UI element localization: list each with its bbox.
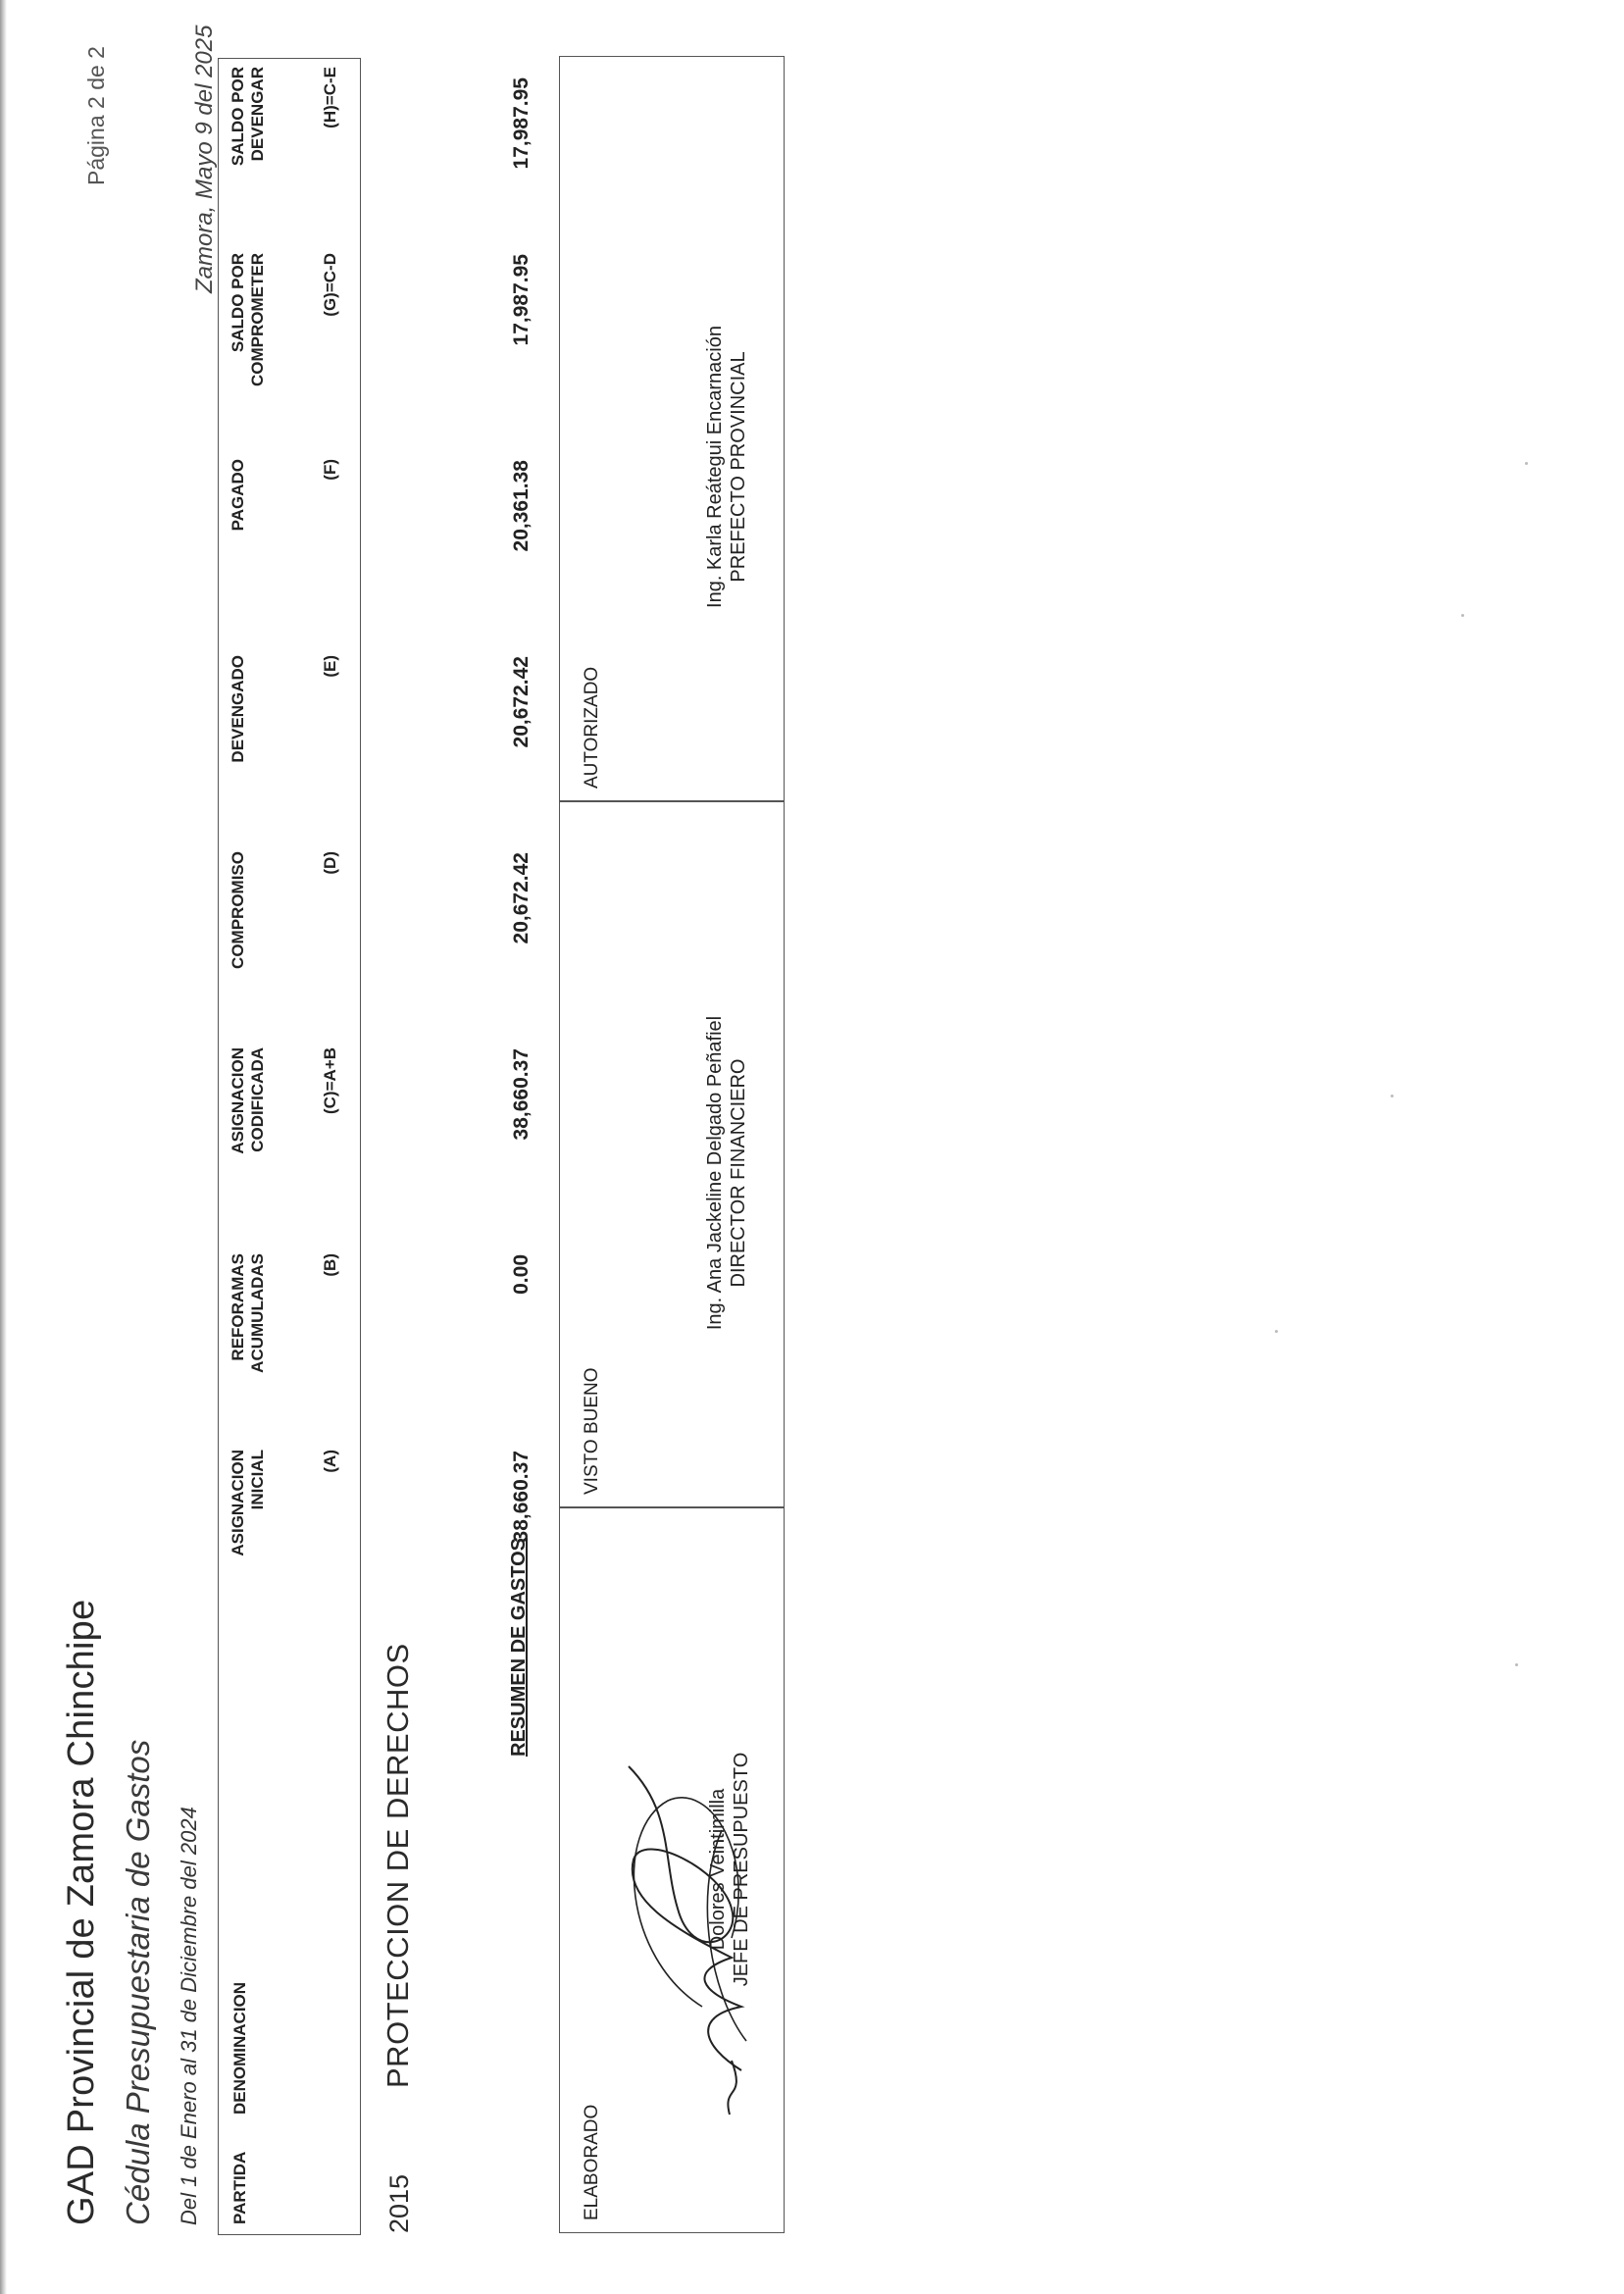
signature-name-autorizado: Ing. Karla Reátegui Encarnación bbox=[704, 326, 726, 608]
col-reformas-code: (B) bbox=[321, 1253, 339, 1277]
col-asignacion-inicial: ASIGNACION INICIAL bbox=[228, 1450, 267, 1556]
summary-label: RESUMEN DE GASTOS bbox=[508, 1538, 530, 1757]
report-title: Cédula Presupuestaria de Gastos bbox=[120, 1739, 156, 2225]
col-pagado-code: (F) bbox=[321, 459, 339, 481]
summary-devengado: 20,672.42 bbox=[510, 656, 533, 748]
summary-asignacion-codificada: 38,660.37 bbox=[510, 1048, 533, 1141]
col-reformas: REFORAMAS ACUMULADAS bbox=[228, 1253, 267, 1373]
col-asignacion-codificada: ASIGNACION CODIFICADA bbox=[228, 1047, 267, 1154]
col-compromiso: COMPROMISO bbox=[228, 851, 247, 969]
scan-speck bbox=[1515, 1663, 1518, 1666]
summary-saldo-devengar: 17,987.95 bbox=[510, 77, 533, 170]
scan-speck bbox=[1525, 462, 1528, 465]
scan-speck bbox=[1391, 1095, 1394, 1097]
report-period: Del 1 de Enero al 31 de Diciembre del 2024 bbox=[177, 1807, 201, 2225]
scan-speck bbox=[1461, 614, 1464, 617]
summary-pagado: 20,361.38 bbox=[510, 460, 533, 552]
signature-name-elaborado: Dolores Veintimilla bbox=[707, 1788, 729, 1951]
signature-caption-elaborado: ELABORADO bbox=[582, 2104, 602, 2220]
scan-speck bbox=[1275, 1330, 1278, 1333]
col-devengado: DEVENGADO bbox=[228, 655, 247, 763]
group-partida: 2015 bbox=[384, 2173, 414, 2233]
col-denominacion: DENOMINACION bbox=[230, 1981, 249, 2115]
col-pagado: PAGADO bbox=[228, 459, 247, 532]
summary-reformas: 0.00 bbox=[510, 1254, 533, 1295]
table-header-box bbox=[218, 58, 361, 2235]
col-asignacion-codificada-code: (C)=A+B bbox=[321, 1047, 339, 1115]
col-compromiso-code: (D) bbox=[321, 851, 339, 875]
signature-name-visto-bueno: Ing. Ana Jackeline Delgado Peñafiel bbox=[704, 1015, 726, 1331]
report-date: Zamora, Mayo 9 del 2025 bbox=[191, 25, 218, 293]
signature-role-elaborado: JEFE DE PRESUPUESTO bbox=[731, 1752, 752, 1987]
signature-box-elaborado bbox=[559, 1507, 785, 2233]
signature-caption-autorizado: AUTORIZADO bbox=[582, 666, 602, 789]
summary-compromiso: 20,672.42 bbox=[510, 852, 533, 944]
signature-caption-visto-bueno: VISTO BUENO bbox=[582, 1367, 602, 1495]
signature-role-visto-bueno: DIRECTOR FINANCIERO bbox=[728, 1058, 749, 1288]
page-number: Página 2 de 2 bbox=[83, 46, 109, 185]
col-saldo-devengar: SALDO POR DEVENGAR bbox=[228, 67, 267, 167]
summary-saldo-comprometer: 17,987.95 bbox=[510, 254, 533, 346]
col-devengado-code: (E) bbox=[321, 655, 339, 678]
group-denominacion: PROTECCION DE DERECHOS bbox=[381, 1643, 415, 2088]
signature-role-autorizado: PREFECTO PROVINCIAL bbox=[728, 351, 749, 583]
col-saldo-comprometer-code: (G)=C-D bbox=[321, 253, 339, 317]
institution-title: GAD Provincial de Zamora Chinchipe bbox=[61, 1599, 102, 2225]
signature-box-autorizado bbox=[559, 56, 785, 801]
summary-asignacion-inicial: 38,660.37 bbox=[510, 1451, 533, 1543]
col-saldo-devengar-code: (H)=C-E bbox=[321, 67, 339, 128]
signature-box-visto-bueno bbox=[559, 801, 785, 1507]
col-asignacion-inicial-code: (A) bbox=[321, 1450, 339, 1473]
col-partida: PARTIDA bbox=[230, 2151, 249, 2224]
col-saldo-comprometer: SALDO POR COMPROMETER bbox=[228, 253, 267, 386]
